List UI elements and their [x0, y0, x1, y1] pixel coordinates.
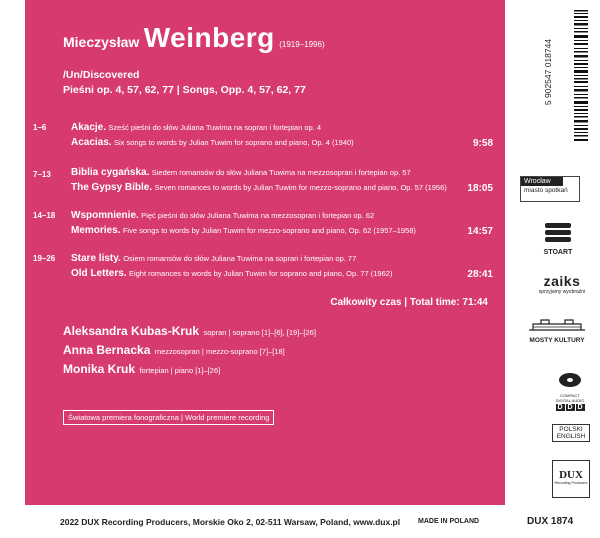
track-english-line — [71, 182, 447, 193]
dux-logo-tagline: Recording Producers — [554, 481, 588, 485]
track-duration: 14:57 — [467, 226, 493, 237]
barcode — [512, 8, 592, 148]
performer-role: fortepian | piano [1]–[26] — [139, 366, 221, 375]
dux-logo — [552, 460, 590, 498]
languages-box — [552, 424, 590, 442]
track-polish-line — [71, 253, 356, 264]
zaiks-tagline: sprzyjamy wyobraźni — [538, 289, 586, 295]
track-duration: 9:58 — [472, 138, 493, 149]
footer-copyright: 2022 DUX Recording Producers, Morskie Oko 2, 02-511 Warsaw, Poland, www.dux.pl — [60, 517, 401, 527]
track-english-title: Old Letters. — [71, 268, 127, 279]
composer-first-name: Mieczysław — [63, 34, 140, 50]
track-group — [33, 253, 493, 285]
album-subtitle — [63, 68, 306, 98]
track-polish-title: Wspomnienie. — [71, 210, 139, 221]
track-english-title: Acacias. — [71, 137, 112, 148]
track-polish-line — [71, 122, 321, 133]
ddd-marks — [550, 404, 590, 411]
performer-row — [63, 341, 316, 360]
track-english-desc: Five songs to words by Julian Tuwim for mezzo-soprano and piano, Op. 62 (1957–1958) — [122, 226, 416, 235]
wroclaw-logo-top: Wrocław — [521, 177, 563, 186]
performer-role: sopran | soprano [1]–[6], [19]–[26] — [203, 328, 316, 337]
cd-top-label: COMPACT — [560, 393, 580, 398]
track-english-desc: Seven romances to words by Julian Tuwim for mezzo-soprano and piano, Op. 57 (1956) — [154, 183, 447, 192]
compact-disc-logo — [550, 372, 590, 411]
wroclaw-logo-bottom: miasto spotkań — [524, 187, 568, 194]
track-number: 7–13 — [33, 170, 51, 179]
total-time-label: Całkowity czas | Total time: — [330, 297, 460, 308]
stoart-label: STOART — [543, 249, 573, 256]
ddd-mark: D — [577, 404, 583, 411]
performer-row — [63, 322, 316, 341]
ddd-mark: D — [567, 404, 573, 411]
language-english: ENGLISH — [556, 433, 586, 440]
track-english-desc: Eight romances to words by Julian Tuwim for soprano and piano, Op. 77 (1962) — [128, 269, 393, 278]
track-polish-line — [71, 167, 411, 178]
track-polish-desc: Sześć pieśni do słów Juliana Tuwima na sopran i fortepian op. 4 — [108, 123, 322, 132]
performer-name: Aleksandra Kubas-Kruk — [63, 324, 200, 338]
track-polish-desc: Pięć pieśni do słów Juliana Tuwima na mezzosopran i fortepian op. 62 — [141, 211, 375, 220]
wroclaw-logo — [520, 176, 580, 202]
composer-heading — [63, 22, 325, 54]
track-english-line — [71, 268, 392, 279]
total-time — [330, 297, 488, 308]
track-duration: 28:41 — [467, 269, 493, 280]
cover-panel — [25, 0, 505, 505]
track-group — [33, 167, 493, 199]
track-number: 14–18 — [33, 211, 56, 220]
track-number: 1–6 — [33, 123, 47, 132]
mosty-kultury-logo — [522, 318, 592, 344]
performer-row — [63, 360, 316, 379]
composer-last-name: Weinberg — [143, 22, 275, 53]
dux-logo-label: DUX — [559, 469, 583, 481]
logos-sidebar — [512, 0, 600, 538]
track-polish-title: Akacje. — [71, 122, 107, 133]
zaiks-label: zaiks — [543, 273, 581, 289]
track-duration: 18:05 — [467, 183, 493, 194]
track-english-title: Memories. — [71, 225, 121, 236]
total-time-value: 71:44 — [462, 297, 488, 308]
performer-name: Anna Bernacka — [63, 343, 151, 357]
performer-role: mezzosopran | mezzo-soprano [7]–[18] — [154, 347, 285, 356]
track-polish-desc: Siedem romansów do słów Juliana Tuwima na mezzosopran i fortepian op. 57 — [151, 168, 411, 177]
premiere-badge: Światowa premiera fonograficzna | World premiere recording — [63, 410, 274, 425]
track-english-line — [71, 225, 416, 236]
footer-catalog-number: DUX 1874 — [527, 516, 574, 527]
track-polish-line — [71, 210, 374, 221]
footer-made-in: MADE IN POLAND — [418, 518, 480, 525]
track-english-line — [71, 137, 354, 148]
track-polish-desc: Osiem romansów do słów Juliana Tuwima na sopran i fortepian op. 77 — [123, 254, 357, 263]
performers-list — [63, 322, 316, 379]
track-number: 19–26 — [33, 254, 56, 263]
cd-bottom-label: DIGITAL AUDIO — [555, 398, 585, 403]
language-polish: POLSKI — [559, 426, 583, 433]
stoart-logo — [538, 222, 578, 256]
stoart-icon — [543, 222, 573, 244]
mosty-kultury-label: MOSTY KULTURY — [529, 337, 585, 344]
zaiks-logo — [534, 273, 590, 295]
track-polish-title: Stare listy. — [71, 253, 121, 264]
track-group — [33, 210, 493, 242]
composer-dates: (1919–1996) — [279, 40, 325, 49]
bridge-icon — [527, 318, 587, 332]
ddd-mark: D — [557, 404, 563, 411]
track-group — [33, 122, 493, 154]
track-polish-title: Biblia cygańska. — [71, 167, 150, 178]
barcode-number: 5 902547 018744 — [543, 38, 553, 106]
subtitle-line-2: Pieśni op. 4, 57, 62, 77 | Songs, Opp. 4, 57, 62, 77 — [63, 84, 306, 96]
track-english-desc: Six songs to words by Julian Tuwim for soprano and piano, Op. 4 (1940) — [113, 138, 354, 147]
disc-icon — [558, 372, 582, 388]
track-english-title: The Gypsy Bible. — [71, 182, 153, 193]
performer-name: Monika Kruk — [63, 362, 136, 376]
subtitle-line-1: /Un/Discovered — [63, 69, 140, 81]
